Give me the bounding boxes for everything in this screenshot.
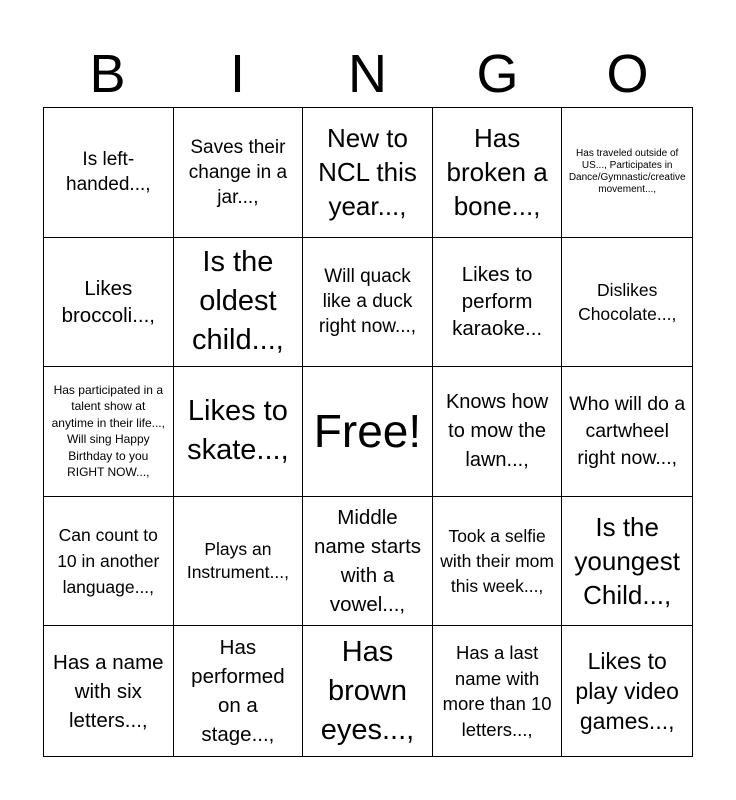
bingo-cell[interactable] [44,108,174,238]
cell-text: Likes to perform karaoke... [452,263,543,341]
cell-text: Who will do a cartwheel right now..., [569,392,686,469]
bingo-cell[interactable] [44,238,174,368]
bingo-cell[interactable] [562,108,692,238]
cell-text: Has brown eyes..., [320,635,415,746]
bingo-header [43,40,693,108]
bingo-cell[interactable] [433,367,563,497]
bingo-cell[interactable] [44,626,174,756]
cell-text: Will quack like a duck right now..., [318,266,417,338]
cell-text: Likes to skate..., [187,395,289,467]
cell-text: Has participated in a talent show at anytime in their life..., Will sing Happy Birthday to you RIGHT NOW..., [51,382,165,480]
bingo-cell[interactable] [433,238,563,368]
bingo-cell[interactable] [174,238,304,368]
cell-text: Has performed on a stage..., [191,636,285,747]
bingo-cell[interactable] [303,108,433,238]
cell-text: Is the youngest Child..., [574,512,680,611]
header-letter-o: O [606,44,650,104]
bingo-cell[interactable] [44,367,174,497]
bingo-cell[interactable] [303,238,433,368]
cell-text: Saves their change in a jar..., [188,136,288,208]
header-letter-b: B [89,44,127,104]
bingo-grid [43,107,693,757]
header-letter-g: G [476,44,520,104]
cell-text: Took a selfie with their mom this week..., [440,525,554,596]
cell-text: New to NCL this year..., [318,123,417,222]
bingo-cell[interactable] [303,367,433,497]
bingo-cell[interactable] [433,108,563,238]
cell-text: Can count to 10 in another language..., [57,525,160,598]
header-letter-i: I [229,44,246,104]
cell-text: Is left-handed..., [66,149,151,196]
bingo-cell[interactable] [303,497,433,627]
bingo-cell[interactable] [174,497,304,627]
cell-text: Is the oldest child..., [191,246,284,357]
bingo-cell[interactable] [562,626,692,756]
cell-text: Has traveled outside of US..., Participates in Dance/Gymnastic/creative movement..., [568,148,686,196]
bingo-cell[interactable] [174,108,304,238]
cell-text: Middle name starts with a vowel..., [313,506,422,617]
cell-text: Has a name with six letters..., [53,650,164,732]
bingo-cell[interactable] [562,497,692,627]
bingo-cell[interactable] [174,367,304,497]
bingo-cell[interactable] [174,626,304,756]
cell-text: Dislikes Chocolate..., [578,279,677,324]
free-space: Free! [313,405,422,458]
cell-text: Likes broccoli..., [61,276,155,327]
bingo-cell[interactable] [433,626,563,756]
cell-text: Has a last name with more than 10 letters..., [442,642,552,740]
bingo-cell[interactable] [562,367,692,497]
bingo-cell[interactable] [562,238,692,368]
bingo-cell[interactable] [44,497,174,627]
bingo-cell[interactable] [433,497,563,627]
cell-text: Knows how to mow the lawn..., [445,390,549,471]
header-letter-n: N [348,44,388,104]
cell-text: Plays an Instrument..., [186,539,289,583]
cell-text: Likes to play video games..., [575,648,679,735]
cell-text: Has broken a bone..., [446,123,548,222]
bingo-cell[interactable] [303,626,433,756]
